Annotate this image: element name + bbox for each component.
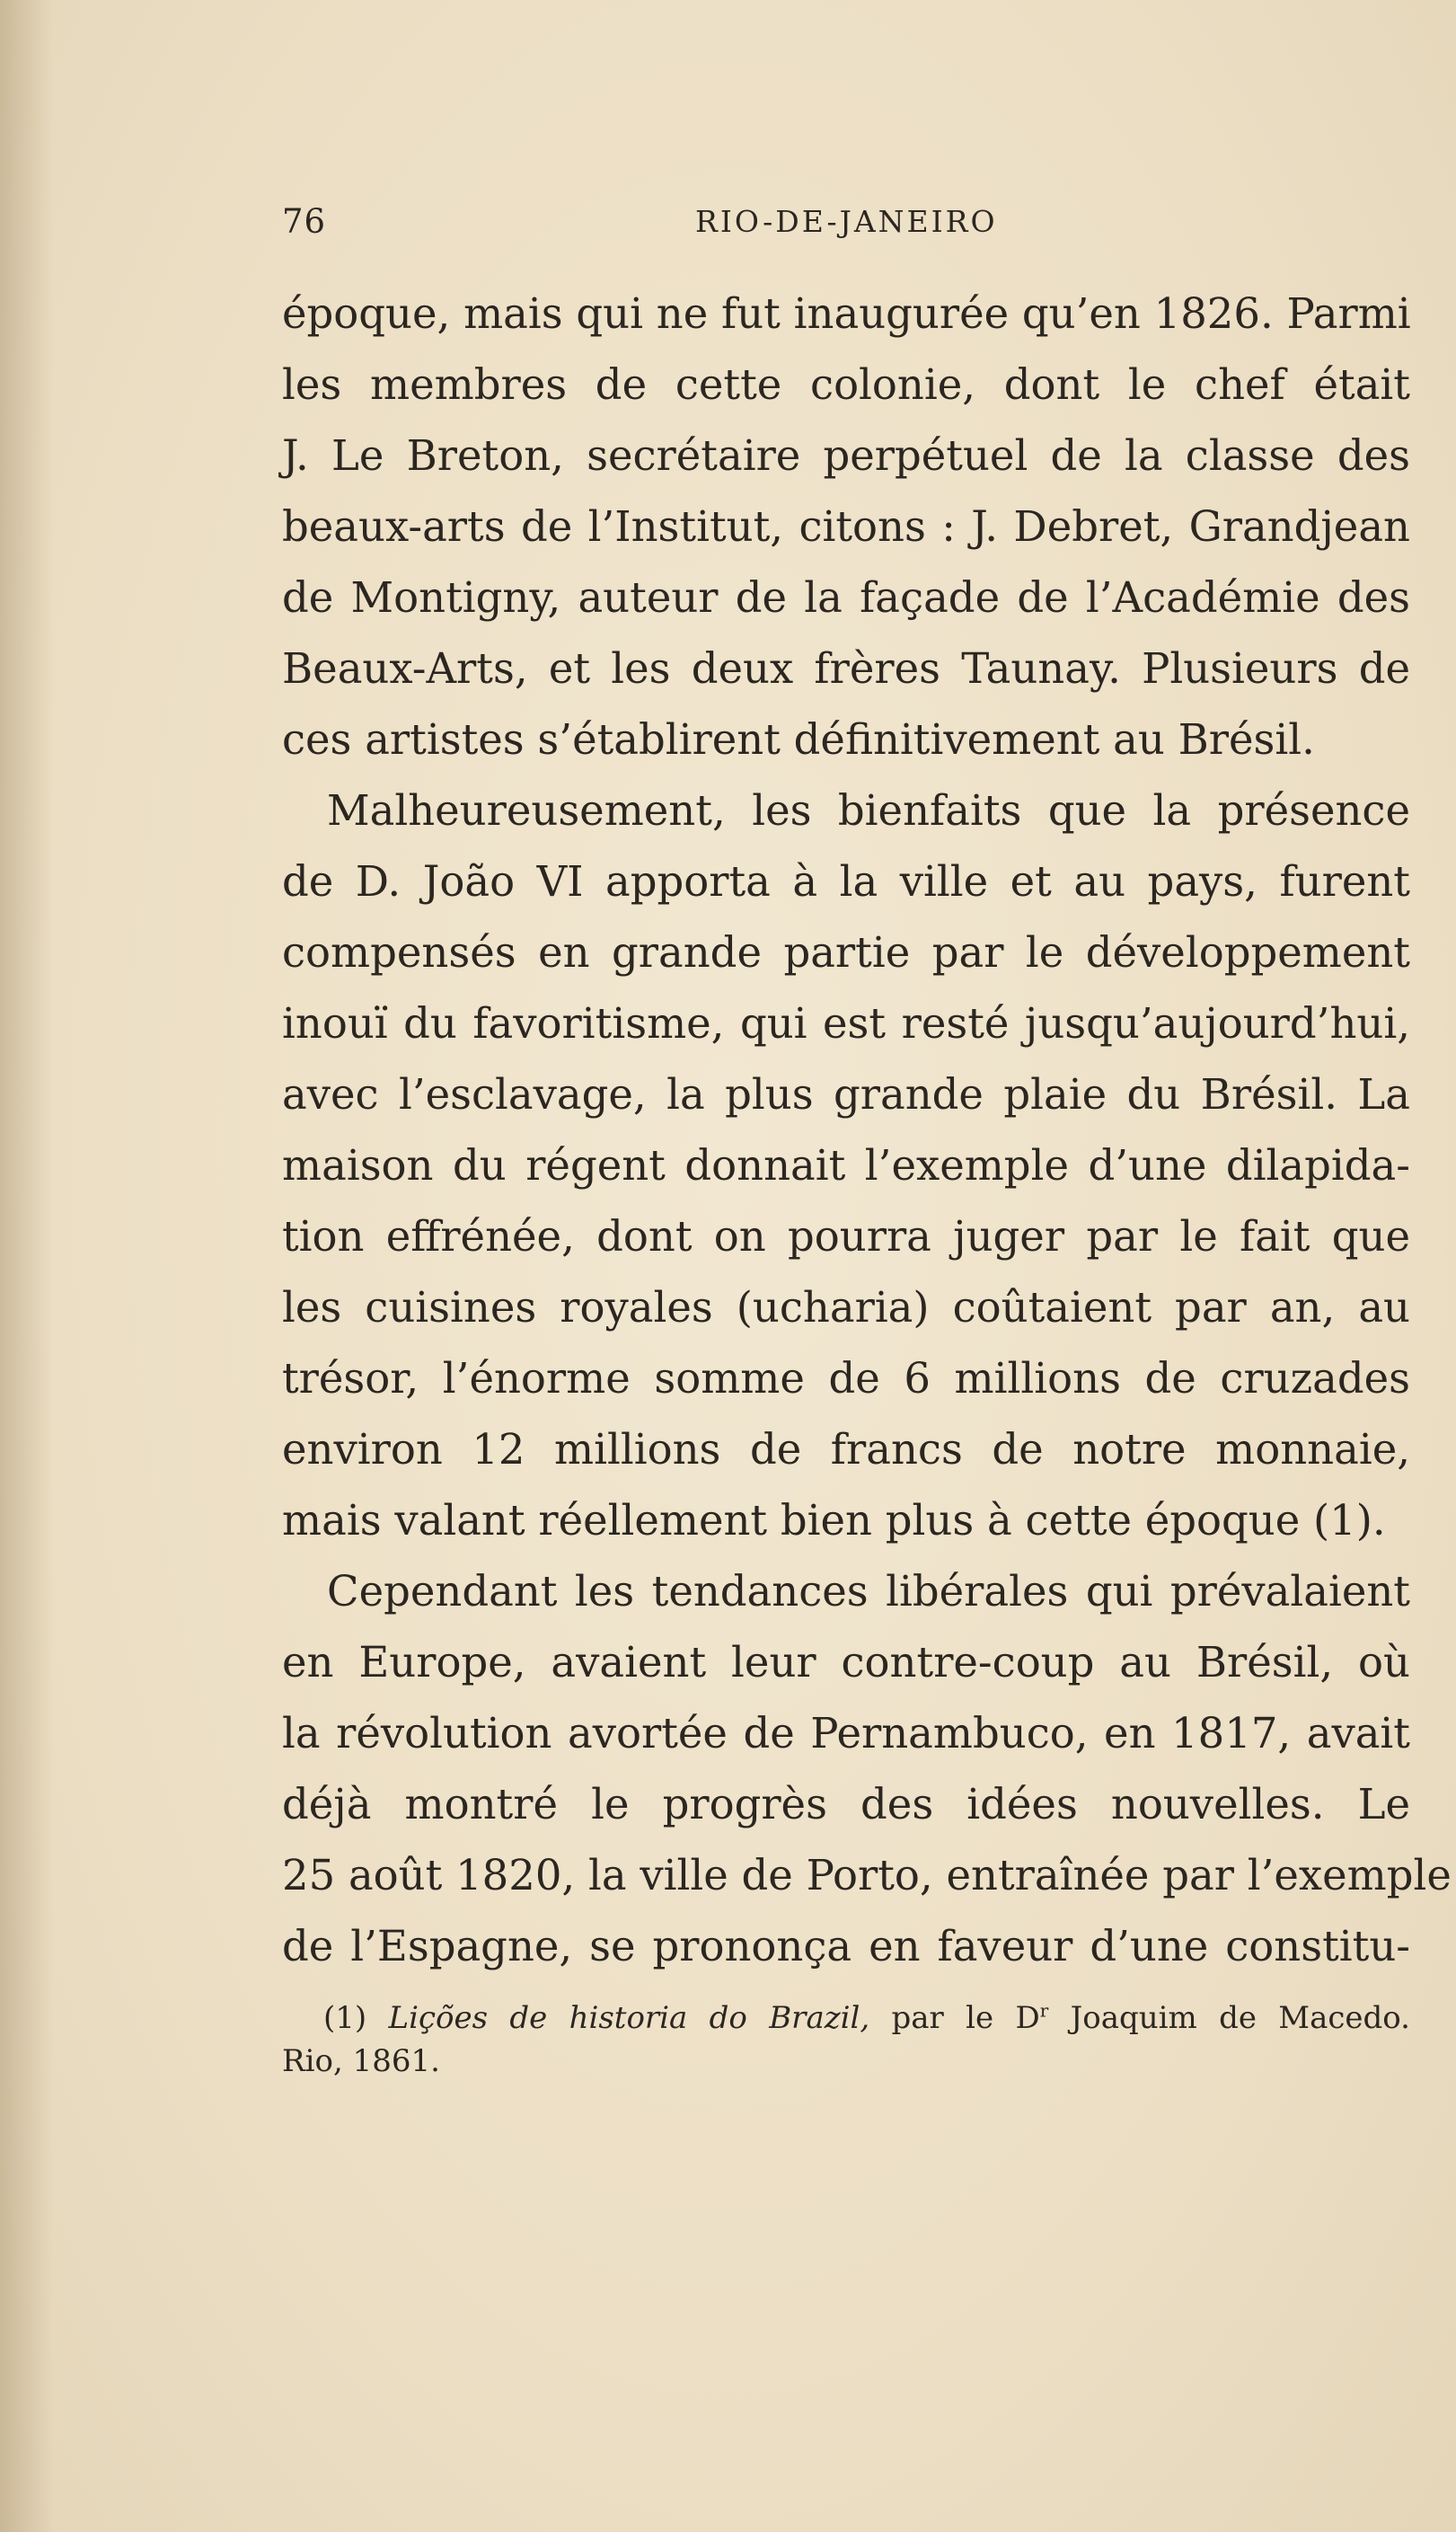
text-line: Cependant les tendances libérales qui prévalaient <box>327 1567 1410 1616</box>
gutter-shadow <box>0 0 54 2532</box>
footnote-place-year: Rio, 1861. <box>282 2043 440 2079</box>
footnote-by-sup: r <box>1039 1999 1049 2022</box>
footnote-marker: (1) <box>323 2000 367 2036</box>
text-line: les membres de cette colonie, dont le chef était <box>282 360 1410 409</box>
text-line: avec l’esclavage, la plus grande plaie du Brésil. La <box>282 1070 1410 1119</box>
text-line: maison du régent donnait l’exemple d’une dilapida- <box>282 1141 1410 1190</box>
page-number: 76 <box>282 202 327 241</box>
text-line: beaux-arts de l’Institut, citons : J. Debret, Grandjean <box>282 502 1410 551</box>
text-line: 25 août 1820, la ville de Porto, entraînée par l’exemple <box>282 1851 1452 1899</box>
text-line: Beaux-Arts, et les deux frères Taunay. Plusieurs de <box>282 644 1410 693</box>
text-line: de D. João VI apporta à la ville et au pays, furent <box>282 857 1410 906</box>
footnote-title: Lições de historia do Brazil, <box>388 2000 870 2036</box>
text-line: inouï du favoritisme, qui est resté jusqu’aujourd’hui, <box>282 999 1410 1048</box>
footnote-line <box>282 1996 1410 2040</box>
text-line: ces artistes s’établirent définitivement au Brésil. <box>282 715 1315 764</box>
text-line: déjà montré le progrès des idées nouvelles. Le <box>282 1780 1410 1828</box>
text-line: environ 12 millions de francs de notre monnaie, <box>282 1425 1410 1474</box>
text-line: Malheureusement, les bienfaits que la présence <box>327 786 1410 835</box>
text-line: de l’Espagne, se prononça en faveur d’une constitu- <box>282 1922 1410 1970</box>
text-line: tion effrénée, dont on pourra juger par le fait que <box>282 1212 1410 1261</box>
text-line: les cuisines royales (ucharia) coûtaient par an, au <box>282 1283 1410 1332</box>
footnote-author: Joaquim de Macedo. <box>1070 2000 1410 2036</box>
running-head <box>282 199 1405 244</box>
text-line: la révolution avortée de Pernambuco, en 1817, avait <box>282 1709 1410 1757</box>
text-line: compensés en grande partie par le développement <box>282 928 1410 977</box>
text-line: en Europe, avaient leur contre-coup au Brésil, où <box>282 1638 1410 1687</box>
text-line: époque, mais qui ne fut inaugurée qu’en 1826. Parmi <box>282 289 1411 338</box>
footnote <box>282 1996 1410 2083</box>
body-text <box>282 279 1452 1982</box>
footnote-by: par le D <box>891 2000 1040 2036</box>
text-line: de Montigny, auteur de la façade de l’Académie des <box>282 573 1410 622</box>
text-line: J. Le Breton, secrétaire perpétuel de la classe des <box>282 431 1410 480</box>
text-line: mais valant réellement bien plus à cette époque (1). <box>282 1496 1386 1545</box>
running-title: RIO-DE-JANEIRO <box>695 204 998 239</box>
footnote-line <box>282 2040 1410 2083</box>
text-line: trésor, l’énorme somme de 6 millions de cruzades <box>282 1354 1410 1403</box>
